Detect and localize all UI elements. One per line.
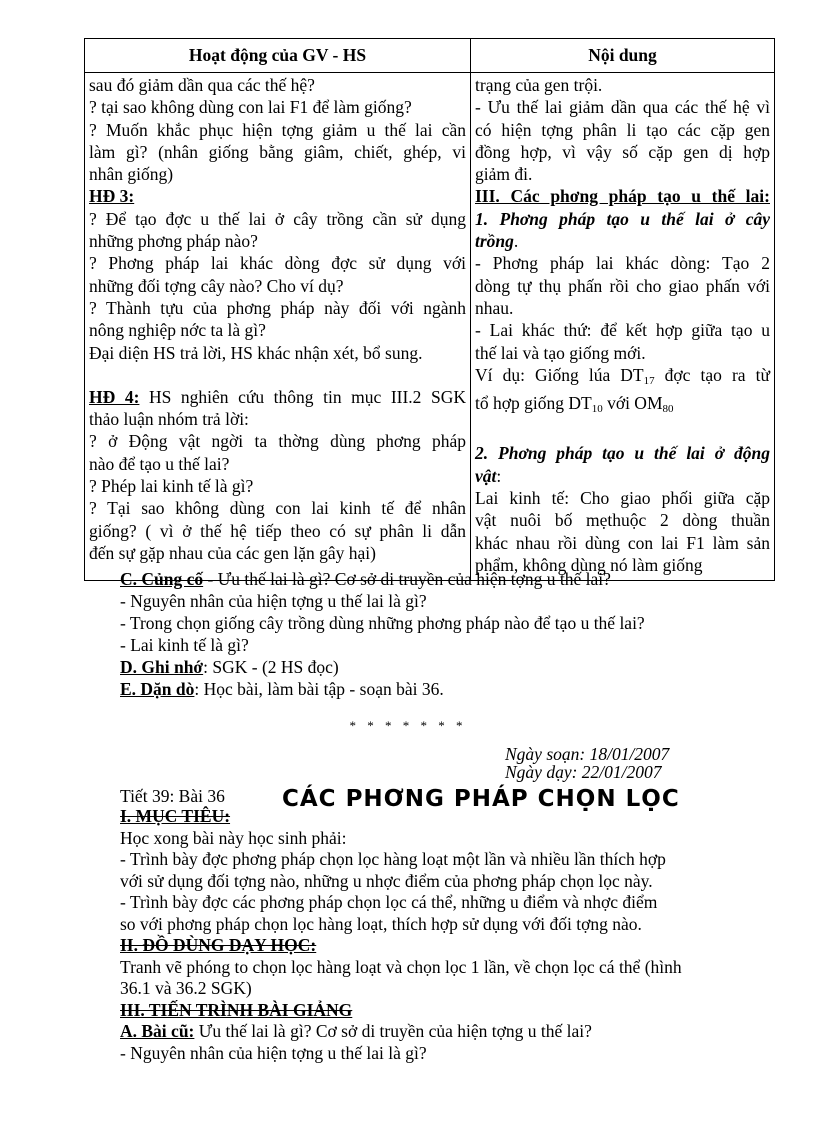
content-line: đồng hợp, vì vậy số cặp gen dị hợp — [475, 141, 770, 162]
example-text: với OM — [602, 393, 663, 414]
lesson-title: CÁC PHƠNG PHÁP CHỌN LỌC — [282, 786, 680, 812]
activity-line: giống? ( vì ở thế hệ tiếp theo có sự phân li dẫn — [89, 520, 466, 541]
activity-line — [89, 386, 466, 408]
activity-line: ? ở Động vật ngời ta thờng dùng phơng pháp — [89, 431, 466, 452]
goals-line: - Trình bày đợc phơng pháp chọn lọc hàng loạt một lần và nhiều lần thích hợp — [120, 849, 666, 869]
lesson-activity-table — [84, 38, 775, 581]
header-content: Nội dung — [471, 39, 775, 73]
example-text: đợc tạo ra từ — [654, 364, 770, 385]
activity-line: nông nghiệp nớc ta là gì? — [89, 320, 266, 341]
teach-date: Ngày dạy: 22/01/2007 — [505, 762, 662, 782]
materials-heading: II. ĐỒ DÙNG DẠY HỌC: — [120, 935, 317, 955]
header-activities: Hoạt động của GV - HS — [85, 39, 471, 73]
materials-line: 36.1 và 36.2 SGK) — [120, 978, 252, 998]
content-example-line — [475, 392, 770, 420]
old-lesson-text: Ưu thế lai là gì? Cơ sở di truyền của hiện tợng u thế lai? — [194, 1021, 592, 1041]
process-heading: III. TIẾN TRÌNH BÀI GIẢNG — [120, 999, 353, 1020]
content-line: - Ưu thế lai giảm dần qua các thế hệ vì — [475, 97, 770, 118]
content-line: vật nuôi bố mẹthuộc 2 dòng thuần — [475, 510, 770, 531]
content-line: có hiện tợng phân li tạo các cặp gen — [475, 119, 770, 140]
content-subheading-animals: 2. Phơng pháp tạo u thế lai ở động — [475, 443, 770, 464]
consolidation-section — [120, 568, 760, 700]
content-cell — [471, 73, 775, 581]
content-example-line — [475, 364, 770, 392]
materials-line: Tranh vẽ phóng to chọn lọc hàng loạt và chọn lọc 1 lần, về chọn lọc cá thể (hình — [120, 956, 682, 977]
content-line: giảm đi. — [475, 164, 533, 185]
content-line: dòng tự thụ phấn rồi cho giao phấn với — [475, 275, 770, 296]
old-lesson-label: A. Bài cũ: — [120, 1021, 195, 1041]
content-line: - Phơng pháp lai khác dòng: Tạo 2 — [475, 253, 770, 274]
content-subheading-plants: 1. Phơng pháp tạo u thế lai ở cây — [475, 208, 770, 229]
homework-text: : Học bài, làm bài tập - soạn bài 36. — [194, 679, 444, 699]
homework-label: E. Dặn dò — [120, 679, 195, 699]
goals-line: với sử dụng đối tợng nào, những u nhợc điểm của phơng pháp chọn lọc này. — [120, 870, 653, 891]
content-line: vật: — [475, 465, 502, 486]
activity-line: những đối tợng cây nào? Cho ví dụ? — [89, 275, 344, 296]
activity-line: nào để tạo u thế lai? — [89, 453, 230, 474]
content-line: trạng của gen trội. — [475, 75, 603, 95]
activity-line: làm gì? (nhân giống bằng giâm, chiết, ghép, vi — [89, 141, 466, 162]
goals-line: Học xong bài này học sinh phải: — [120, 827, 347, 848]
example-text: tổ hợp giống DT — [475, 393, 592, 414]
lesson-number: Tiết 39: Bài 36 — [120, 786, 225, 806]
content-line: Lai kinh tế: Cho giao phối giữa cặp — [475, 488, 770, 509]
consolidation-item: - Nguyên nhân của hiện tợng u thế lai là gì? — [120, 591, 427, 611]
example-subscript: 80 — [662, 403, 674, 416]
memo-label: D. Ghi nhớ — [120, 657, 204, 677]
activity-line: ? Để tạo đợc u thế lai ở cây trồng cần sử dụng — [89, 208, 466, 229]
lesson-body — [120, 806, 740, 1064]
example-text: Ví dụ: Giống lúa DT — [475, 364, 644, 385]
consolidation-item: - Lai kinh tế là gì? — [120, 635, 249, 655]
activity-line: nhân giống) — [89, 164, 174, 185]
activity-line: ? Phơng pháp lai khác dòng đợc sử dụng với — [89, 253, 466, 274]
homework-line — [120, 678, 760, 700]
memo-line — [120, 656, 760, 678]
content-subheading-animals-end: vật — [475, 465, 497, 486]
goals-heading: I. MỤC TIÊU: — [120, 806, 231, 826]
activity-line: ? Phép lai kinh tế là gì? — [89, 476, 254, 497]
memo-text: : SGK - (2 HS đọc) — [203, 657, 339, 677]
consolidation-label: C. Củng cố — [120, 569, 204, 589]
goals-line: so với phơng pháp chọn lọc hàng loạt, thích hợp sử dụng với đối tợng nào. — [120, 913, 642, 934]
activities-cell — [85, 73, 471, 581]
activity-line: sau đó giảm dần qua các thế hệ? — [89, 75, 315, 95]
content-line: phẩm, không dùng nó làm giống — [475, 554, 703, 575]
content-line: - Lai khác thứ: để kết hợp giữa tạo u — [475, 320, 770, 341]
activity-heading-hd4: HĐ 4: — [89, 386, 140, 407]
old-lesson-line: - Nguyên nhân của hiện tợng u thế lai là gì? — [120, 1042, 427, 1063]
activity-hd4-text: HS nghiên cứu thông tin mục III.2 SGK — [139, 386, 467, 407]
compose-date: Ngày soạn: 18/01/2007 — [505, 744, 670, 764]
activity-line: ? Muốn khắc phục hiện tợng giảm u thế lai cần — [89, 119, 466, 140]
example-subscript: 10 — [591, 403, 603, 416]
consolidation-item: - Trong chọn giống cây trồng dùng những phơng pháp nào để tạo u thế lai? — [120, 613, 645, 633]
blank-line — [89, 364, 466, 386]
activity-line: ? Tại sao không dùng con lai kinh tế để nhân — [89, 498, 466, 519]
activity-heading-hd3: HĐ 3: — [89, 186, 135, 207]
consolidation-first: - Ưu thế lai là gì? Cơ sở di truyền của hiện tợng u thế lai? — [203, 569, 611, 589]
activity-line: ? Thành tựu của phơng pháp này đối với ngành — [89, 297, 466, 318]
content-line: thế lai và tạo giống mới. — [475, 342, 646, 363]
activity-line: ? tại sao không dùng con lai F1 để làm giống? — [89, 97, 412, 118]
content-line: khác nhau rồi dùng con lai F1 làm sản — [475, 532, 770, 553]
content-line: nhau. — [475, 297, 514, 318]
content-subheading-plants-end: trồng — [475, 231, 514, 252]
content-line: trồng. — [475, 231, 519, 252]
old-lesson-line — [120, 1021, 740, 1043]
activity-line: đến sự gặp nhau của các gen lặn gây hại) — [89, 542, 376, 563]
blank-line — [475, 420, 770, 442]
section-separator: * * * * * * * — [349, 718, 467, 733]
consolidation-line — [120, 568, 760, 590]
activity-line: những phơng pháp nào? — [89, 231, 258, 252]
content-heading-methods: III. Các phơng pháp tạo u thế lai: — [475, 186, 770, 207]
lesson-dates — [505, 745, 669, 781]
goals-line: - Trình bày đợc các phơng pháp chọn lọc cá thể, những u điểm và nhợc điểm — [120, 892, 658, 912]
activity-line: Đại diện HS trả lời, HS khác nhận xét, bổ sung. — [89, 342, 423, 363]
example-subscript: 17 — [643, 374, 655, 387]
activity-line: thảo luận nhóm trả lời: — [89, 409, 249, 430]
